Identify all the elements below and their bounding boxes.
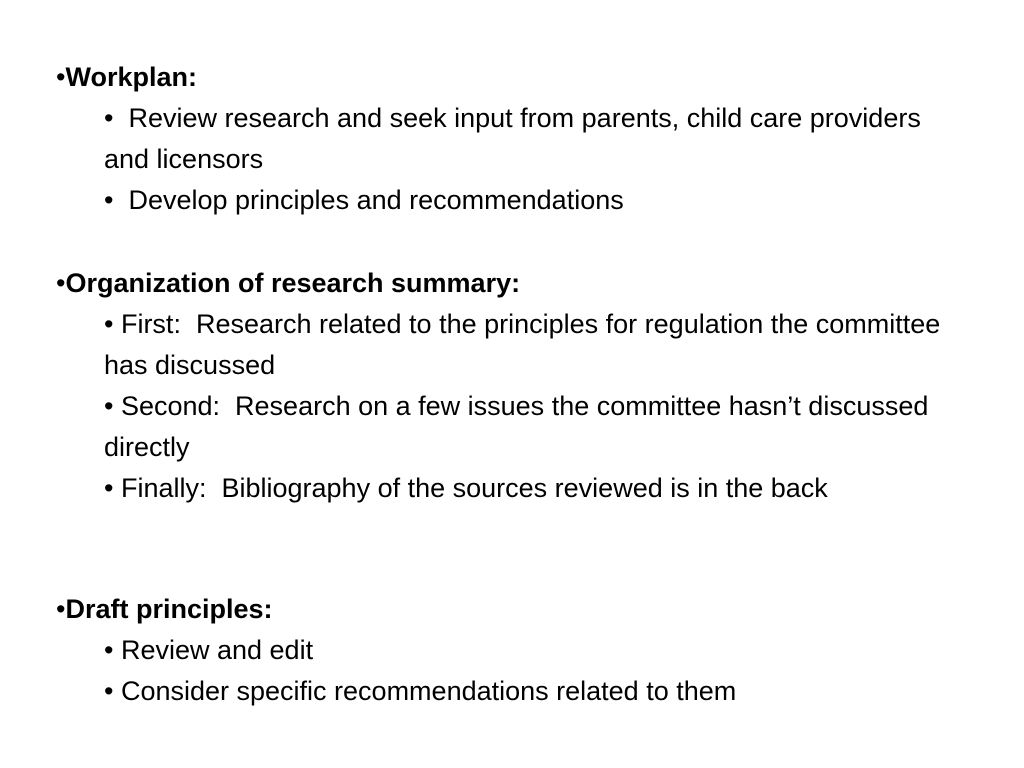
list-item: • Finally: Bibliography of the sources reviewed is in the back	[104, 473, 828, 503]
heading-text: Draft principles:	[65, 594, 273, 624]
list-item: • Review research and seek input from parents, child care providers and licensors	[104, 103, 929, 174]
list-item: • First: Research related to the principles for regulation the committee has discussed	[104, 309, 948, 380]
bullet-icon: •	[56, 594, 66, 624]
section-organization	[56, 263, 956, 509]
list-item: • Consider specific recommendations related to them	[104, 676, 737, 706]
heading-text: Workplan:	[65, 62, 197, 92]
heading-text: Organization of research summary:	[65, 268, 521, 298]
list-item: • Develop principles and recommendations	[104, 185, 624, 215]
section-heading	[56, 589, 956, 630]
list-item: • Review and edit	[104, 635, 314, 665]
section-draft-principles	[56, 589, 956, 712]
section-workplan	[56, 57, 956, 221]
bullet-icon: •	[56, 62, 66, 92]
section-heading	[56, 57, 956, 98]
section-heading	[56, 263, 956, 304]
list-item: • Second: Research on a few issues the committee hasn’t discussed directly	[104, 391, 936, 462]
bullet-icon: •	[56, 268, 66, 298]
